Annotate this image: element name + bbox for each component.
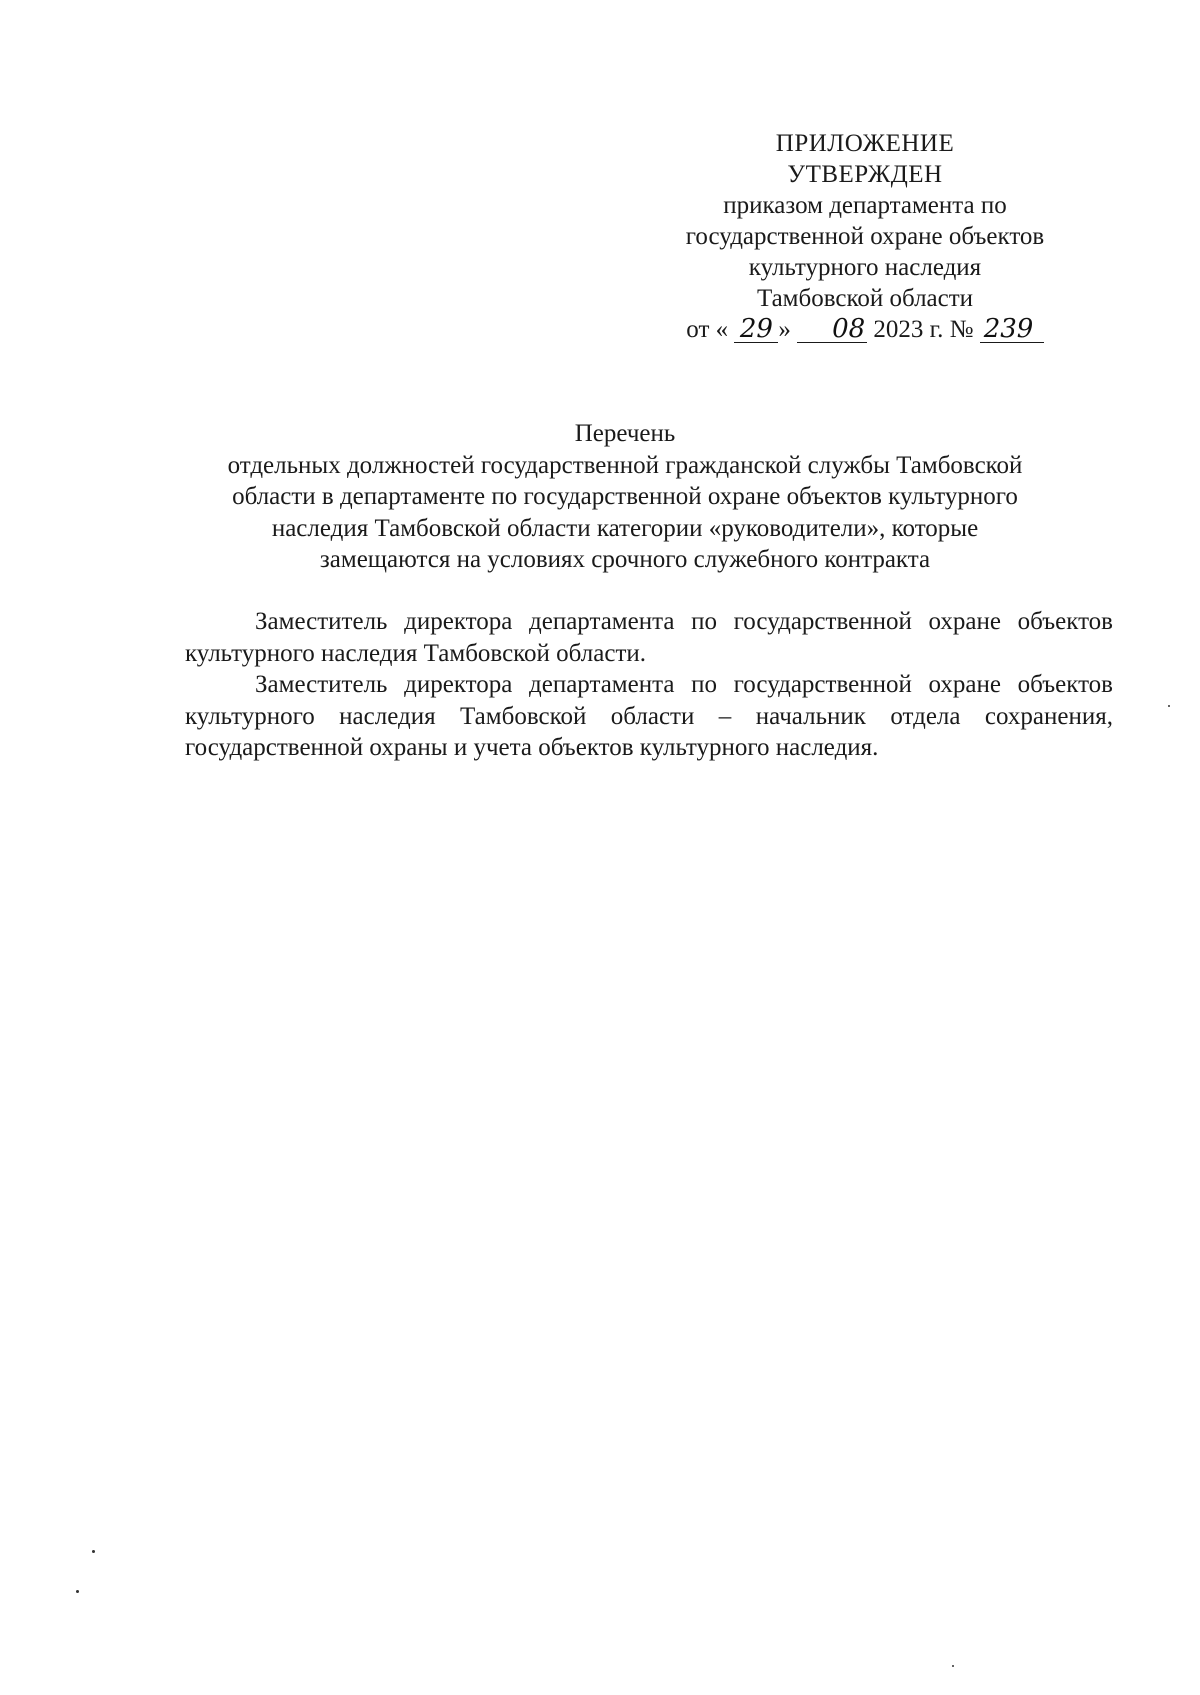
approval-department-line: государственной охране объектов	[685, 223, 1045, 250]
approval-region-line: Тамбовской области	[756, 285, 974, 312]
appendix-label: ПРИЛОЖЕНИЕ	[775, 130, 955, 157]
title-line-3: наследия Тамбовской области категории «руководители», которые	[271, 514, 979, 542]
document-title	[150, 418, 1100, 576]
date-year-number-label: 2023 г. №	[873, 316, 974, 343]
position-item: Заместитель директора департамента по государственной охране объектов культурного наследия Тамбовской области.	[185, 608, 1113, 667]
scan-speck	[952, 1665, 954, 1667]
title-line-2: области в департаменте по государственной охране объектов культурного	[232, 483, 1018, 510]
position-item: Заместитель директора департамента по государственной охране объектов культурного наследия Тамбовской области – начальник отдела сохранения, государственной охраны и учета объектов культурного наследия.	[185, 671, 1113, 761]
date-quote-close: »	[778, 316, 791, 343]
positions-list	[185, 606, 1113, 764]
handwritten-day: 29	[734, 316, 778, 343]
approval-date-line	[640, 314, 1090, 345]
handwritten-month: 08	[797, 316, 867, 343]
list-heading: Перечень	[574, 420, 676, 447]
scan-speck	[92, 1550, 95, 1553]
scan-speck	[1168, 705, 1170, 707]
handwritten-order-number: 239	[980, 316, 1044, 343]
scan-speck	[76, 1590, 79, 1593]
approved-label: УТВЕРЖДЕН	[787, 161, 943, 188]
approval-heritage-line: культурного наследия	[748, 254, 982, 281]
date-prefix: от «	[686, 316, 729, 343]
approval-order-line: приказом департамента по	[723, 192, 1007, 219]
approval-stamp-block	[640, 128, 1090, 345]
title-line-1: отдельных должностей государственной гражданской службы Тамбовской	[227, 451, 1023, 479]
title-line-4: замещаются на условиях срочного служебного контракта	[319, 546, 931, 573]
